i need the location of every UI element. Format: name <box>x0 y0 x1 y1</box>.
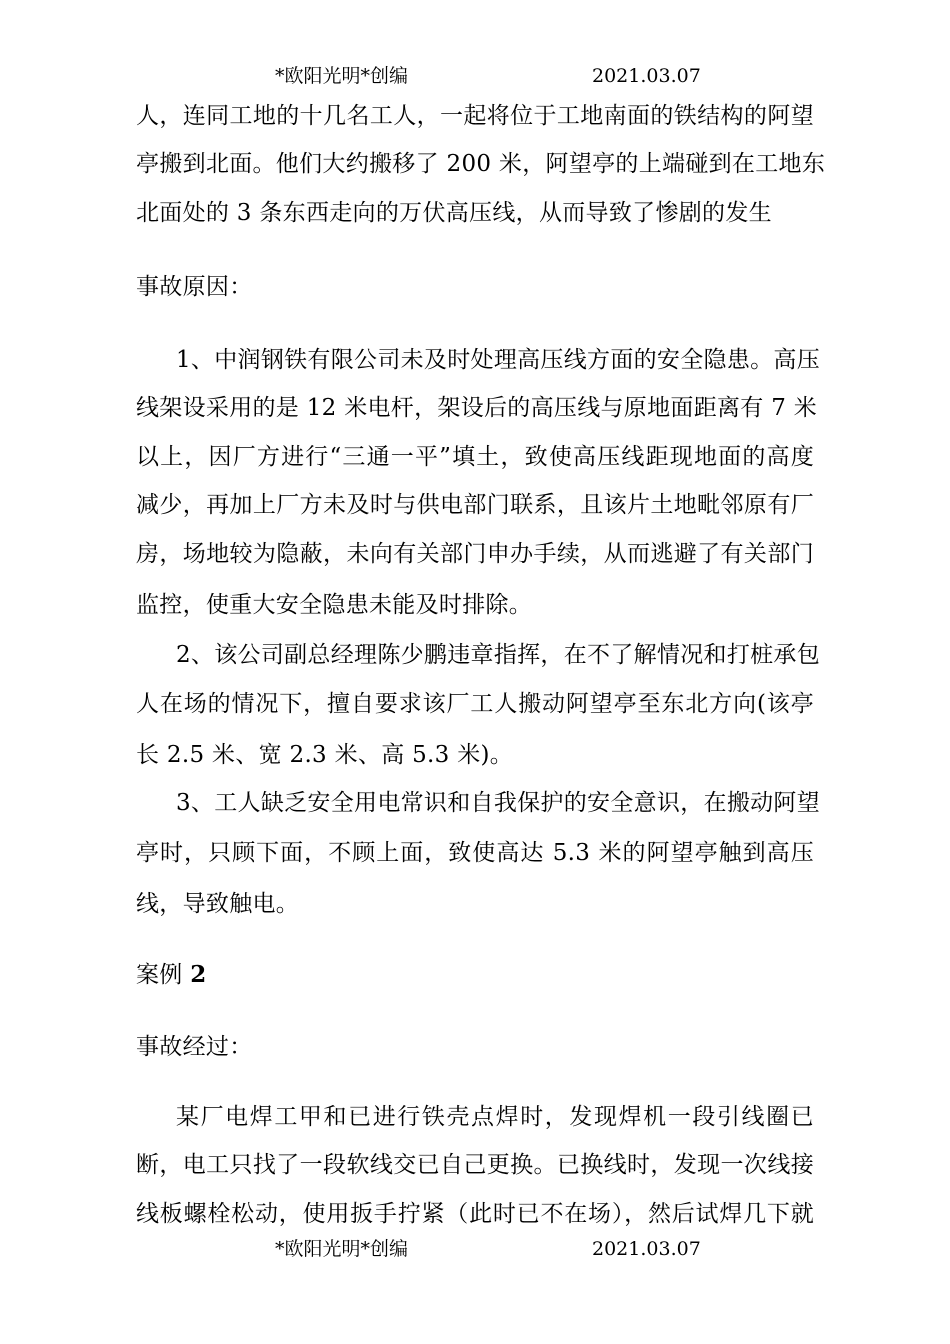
paragraph-line: 北面处的 3 条东西走向的万伏高压线，从而导致了惨剧的发生 <box>136 200 772 226</box>
paragraph-line: 断，电工只找了一段软线交已自己更换。已换线时，发现一次线接 <box>136 1152 814 1178</box>
case-number: 2 <box>190 961 207 988</box>
paragraph-line: 人在场的情况下，擅自要求该厂工人搬动阿望亭至东北方向(该亭 <box>136 691 814 717</box>
footer-date: 2021.03.07 <box>592 1238 701 1260</box>
header-date: 2021.03.07 <box>592 65 701 87</box>
paragraph-line: 减少，再加上厂方未及时与供电部门联系，且该片土地毗邻原有厂 <box>136 492 814 518</box>
paragraph-line: 监控，使重大安全隐患未能及时排除。 <box>136 592 533 618</box>
case-heading <box>136 960 207 990</box>
paragraph-line: 亭搬到北面。他们大约搬移了 200 米，阿望亭的上端碰到在工地东 <box>136 151 826 177</box>
section-heading-cause: 事故原因： <box>136 274 253 300</box>
paragraph-line: 亭时，只顾下面，不顾上面，致使高达 5.3 米的阿望亭触到高压 <box>136 840 814 866</box>
paragraph-line: 线板螺栓松动，使用扳手拧紧（此时已不在场），然后试焊几下就 <box>136 1201 814 1227</box>
paragraph-line: 2、该公司副总经理陈少鹏违章指挥，在不了解情况和打桩承包 <box>176 642 821 668</box>
paragraph-line: 线，导致触电。 <box>136 891 300 917</box>
paragraph-line: 线架设采用的是 12 米电杆，架设后的高压线与原地面距离有 7 米 <box>136 395 818 421</box>
section-heading-process: 事故经过： <box>136 1034 253 1060</box>
paragraph-line: 长 2.5 米、宽 2.3 米、高 5.3 米)。 <box>136 742 514 768</box>
paragraph-line: 1、中润钢铁有限公司未及时处理高压线方面的安全隐患。高压 <box>176 347 821 373</box>
header-author: *欧阳光明*创编 <box>275 65 409 87</box>
paragraph-line: 以上，因厂方进行“三通一平”填土，致使高压线距现地面的高度 <box>136 444 814 470</box>
paragraph-line: 某厂电焊工甲和已进行铁壳点焊时，发现焊机一段引线圈已 <box>176 1104 814 1130</box>
paragraph-line: 人，连同工地的十几名工人，一起将位于工地南面的铁结构的阿望 <box>136 103 814 129</box>
case-label: 案例 <box>136 962 183 988</box>
paragraph-line: 3、工人缺乏安全用电常识和自我保护的安全意识，在搬动阿望 <box>176 790 821 816</box>
footer-author: *欧阳光明*创编 <box>275 1238 409 1260</box>
paragraph-line: 房，场地较为隐蔽，未向有关部门申办手续，从而逃避了有关部门 <box>136 541 814 567</box>
